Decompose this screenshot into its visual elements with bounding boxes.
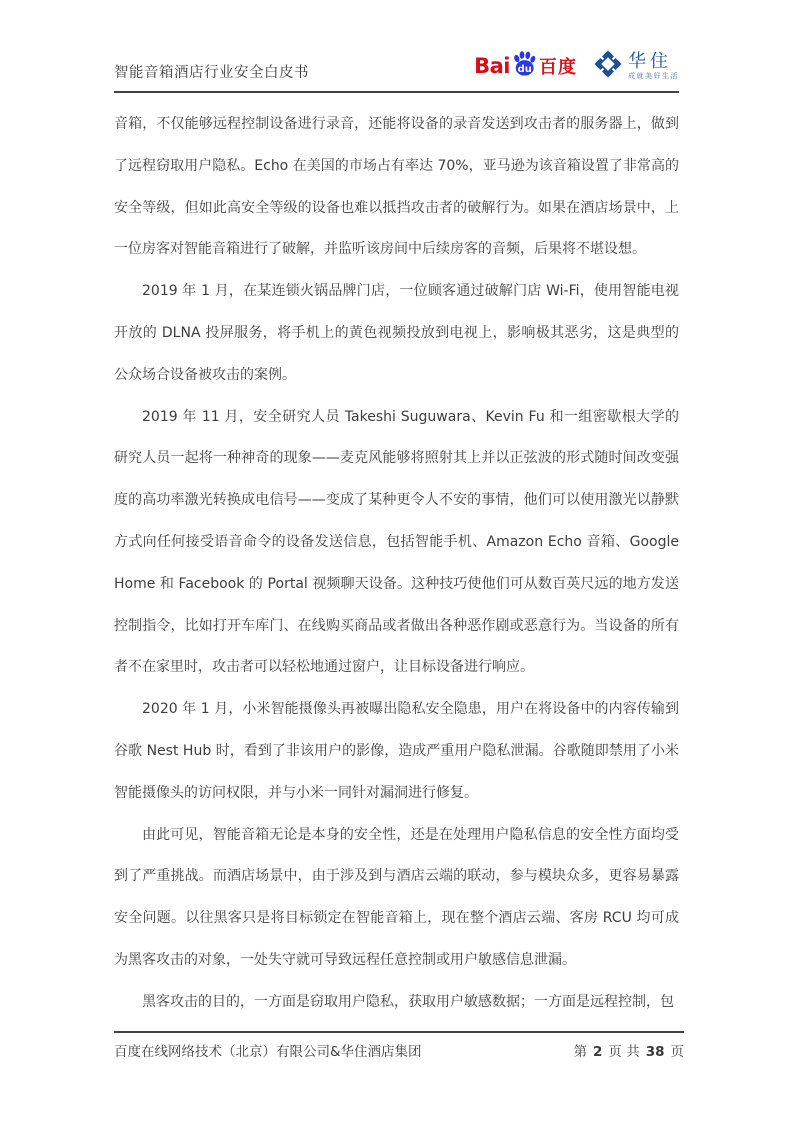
paragraph-5: 由此可见，智能音箱无论是本身的安全性，还是在处理用户隐私信息的安全性方面均受到了严重挑战。而酒店场景中，由于涉及到与酒店云端的联动，参与模块众多，更容易暴露安全问题。以往黑客只是将目标锁定在智能音箱上，现在整个酒店云端、客房 RCU 均可成为黑客攻击的对象，一处失守就可导致远程任意控制或用户敏感信息泄漏。 — [114, 826, 679, 968]
footer-page-number — [574, 1040, 685, 1060]
huazhu-diamond-icon — [593, 49, 623, 83]
document-body — [114, 104, 679, 1024]
page-header — [114, 0, 679, 93]
huazhu-logo-slogan: 成就美好生活 — [628, 71, 679, 80]
footer-page-word-3: 页 — [670, 1044, 684, 1060]
paragraph-2: 2019 年 1 月，在某连锁火锅品牌门店，一位顾客通过破解门店 Wi-Fi，使用智能电视开放的 DLNA 投屏服务，将手机上的黄色视频投放到电视上，影响极其恶劣，这是典型的公众场合设备被攻击的案例。 — [114, 283, 679, 383]
footer-page-word-2: 页 共 — [608, 1044, 640, 1060]
baidu-logo-cn-text: 百度 — [539, 57, 577, 78]
paragraph-6: 黑客攻击的目的，一方面是窃取用户隐私，获取用户敏感数据；一方面是远程控制，包 — [142, 993, 674, 1010]
svg-text:du: du — [517, 63, 532, 75]
footer-total-pages: 38 — [645, 1044, 665, 1060]
huazhu-logo-name: 华住 — [628, 50, 672, 72]
document-title: 智能音箱酒店行业安全白皮书 — [114, 65, 309, 81]
baidu-paw-icon — [511, 50, 538, 81]
baidu-logo-bai-text: Bai — [474, 54, 510, 78]
baidu-logo — [474, 51, 577, 82]
paragraph-3: 2019 年 11 月，安全研究人员 Takeshi Suguwara、Kevin Fu 和一组密歇根大学的研究人员一起将一种神奇的现象——麦克风能够将照射其上并以正弦波的形式随时间改变强度的高功率激光转换成电信号——变成了某种更令人不安的事情，他们可以使用激光以静默方式向任何接受语音命令的设备发送信息，包括智能手机、Amazon Echo 音箱、Google Home 和 Facebook 的 Portal 视频聊天设备。这种技巧使他们可从数百英尺远的地方发送控制指令，比如打开车库门、在线购买商品或者做出各种恶作剧或恶意行为。当设备的所有者不在家里时，攻击者可以轻松地通过窗户，让目标设备进行响应。 — [114, 408, 679, 676]
footer-company: 百度在线网络技术（北京）有限公司&华住酒店集团 — [114, 1044, 422, 1060]
header-logos — [474, 49, 679, 91]
paragraph-4: 2020 年 1 月，小米智能摄像头再被曝出隐私安全隐患，用户在将设备中的内容传输到谷歌 Nest Hub 时，看到了非该用户的影像，造成严重用户隐私泄漏。谷歌随即禁用了小米智能摄像头的访问权限，并与小米一同针对漏洞进行修复。 — [114, 701, 679, 801]
paragraph-1: 音箱，不仅能够远程控制设备进行录音，还能将设备的录音发送到攻击者的服务器上，做到了远程窃取用户隐私。Echo 在美国的市场占有率达 70%，亚马逊为该音箱设置了非常高的安全等级，但如此高安全等级的设备也难以抵挡攻击者的破解行为。如果在酒店场景中，上一位房客对智能音箱进行了破解，并监听该房间中后续房客的音频，后果将不堪设想。 — [114, 116, 679, 258]
footer-current-page: 2 — [593, 1044, 603, 1060]
huazhu-logo — [593, 49, 679, 83]
page-footer — [114, 1031, 684, 1060]
huazhu-logo-text — [628, 52, 679, 80]
footer-page-word-1: 第 — [573, 1044, 587, 1060]
